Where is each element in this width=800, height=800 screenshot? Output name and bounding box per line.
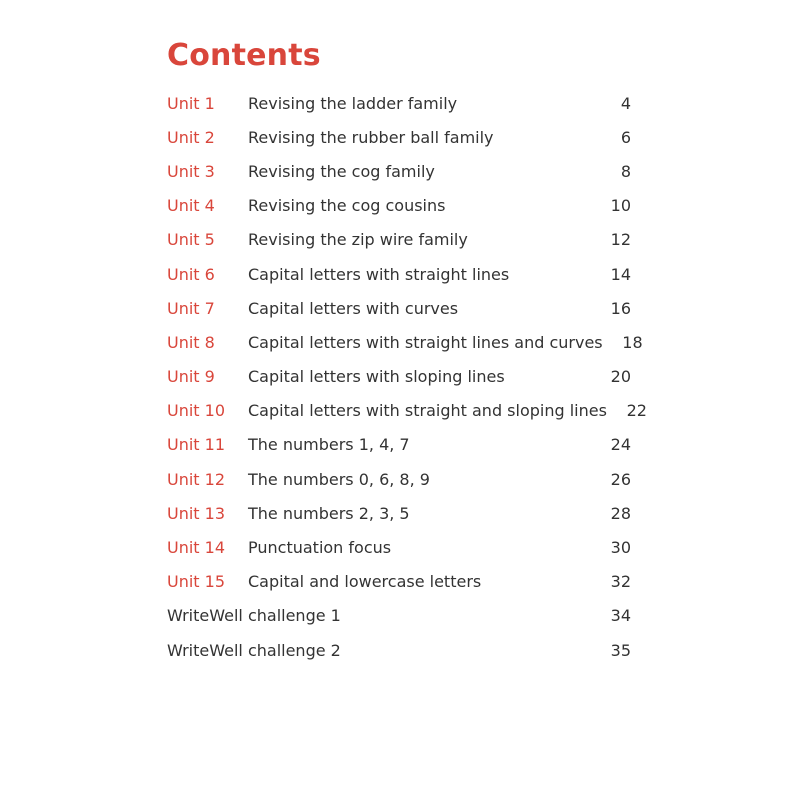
unit-topic: Revising the ladder family bbox=[248, 93, 458, 113]
page-number: 28 bbox=[610, 503, 631, 523]
unit-topic: Capital letters with straight lines bbox=[248, 264, 510, 284]
page-number: 16 bbox=[610, 298, 631, 318]
unit-topic: The numbers 2, 3, 5 bbox=[248, 503, 410, 523]
toc-row-unit-3 bbox=[167, 154, 631, 188]
unit-label: Unit 1 bbox=[167, 93, 215, 113]
unit-label: Unit 4 bbox=[167, 196, 215, 216]
toc-row-unit-5 bbox=[167, 223, 631, 257]
unit-topic: Revising the zip wire family bbox=[248, 230, 468, 250]
toc-row-unit-15 bbox=[167, 565, 631, 599]
toc-row-unit-4 bbox=[167, 189, 631, 223]
unit-label: Unit 10 bbox=[167, 401, 226, 421]
page-number: 4 bbox=[620, 93, 631, 113]
unit-topic: Capital letters with sloping lines bbox=[248, 367, 505, 387]
unit-label: Unit 6 bbox=[167, 264, 215, 284]
unit-topic: Punctuation focus bbox=[248, 538, 392, 558]
unit-topic: Revising the rubber ball family bbox=[248, 127, 494, 147]
page-number: 26 bbox=[610, 469, 631, 489]
unit-label: Unit 15 bbox=[167, 572, 226, 592]
table-of-contents bbox=[167, 86, 647, 667]
unit-label: Unit 13 bbox=[167, 503, 226, 523]
page-number: 35 bbox=[610, 640, 631, 660]
page-number: 20 bbox=[610, 367, 631, 387]
page-number: 32 bbox=[610, 572, 631, 592]
unit-topic: Revising the cog family bbox=[248, 161, 435, 181]
toc-row-unit-9 bbox=[167, 360, 631, 394]
unit-label: Unit 9 bbox=[167, 367, 215, 387]
page-number: 8 bbox=[620, 161, 631, 181]
unit-topic: The numbers 1, 4, 7 bbox=[248, 435, 410, 455]
page-number: 18 bbox=[622, 332, 643, 352]
toc-row-unit-11 bbox=[167, 428, 631, 462]
toc-row-unit-12 bbox=[167, 462, 631, 496]
toc-row-unit-6 bbox=[167, 257, 631, 291]
toc-row-unit-14 bbox=[167, 530, 631, 564]
page-title: Contents bbox=[167, 38, 321, 73]
unit-label: Unit 3 bbox=[167, 161, 215, 181]
toc-row-unit-13 bbox=[167, 496, 631, 530]
challenge-label: WriteWell challenge 2 bbox=[167, 640, 341, 660]
toc-row-unit-1 bbox=[167, 86, 631, 120]
toc-row-challenge-2 bbox=[167, 633, 631, 667]
unit-label: Unit 8 bbox=[167, 332, 215, 352]
unit-label: Unit 11 bbox=[167, 435, 226, 455]
page-number: 10 bbox=[610, 196, 631, 216]
page-number: 14 bbox=[610, 264, 631, 284]
page-number: 22 bbox=[626, 401, 647, 421]
toc-row-unit-8 bbox=[167, 325, 643, 359]
unit-label: Unit 5 bbox=[167, 230, 215, 250]
page-number: 30 bbox=[610, 538, 631, 558]
toc-row-unit-7 bbox=[167, 291, 631, 325]
page-number: 6 bbox=[620, 127, 631, 147]
unit-topic: Capital letters with straight and sloping lines bbox=[248, 401, 607, 421]
unit-topic: The numbers 0, 6, 8, 9 bbox=[248, 469, 430, 489]
unit-label: Unit 12 bbox=[167, 469, 226, 489]
unit-label: Unit 7 bbox=[167, 298, 215, 318]
unit-topic: Revising the cog cousins bbox=[248, 196, 446, 216]
page-number: 24 bbox=[610, 435, 631, 455]
toc-row-unit-2 bbox=[167, 120, 631, 154]
unit-topic: Capital letters with straight lines and curves bbox=[248, 332, 603, 352]
toc-row-unit-10 bbox=[167, 394, 647, 428]
challenge-label: WriteWell challenge 1 bbox=[167, 606, 341, 626]
page-number: 34 bbox=[610, 606, 631, 626]
unit-label: Unit 2 bbox=[167, 127, 215, 147]
toc-row-challenge-1 bbox=[167, 599, 631, 633]
unit-topic: Capital letters with curves bbox=[248, 298, 459, 318]
unit-topic: Capital and lowercase letters bbox=[248, 572, 482, 592]
page-number: 12 bbox=[610, 230, 631, 250]
unit-label: Unit 14 bbox=[167, 538, 226, 558]
